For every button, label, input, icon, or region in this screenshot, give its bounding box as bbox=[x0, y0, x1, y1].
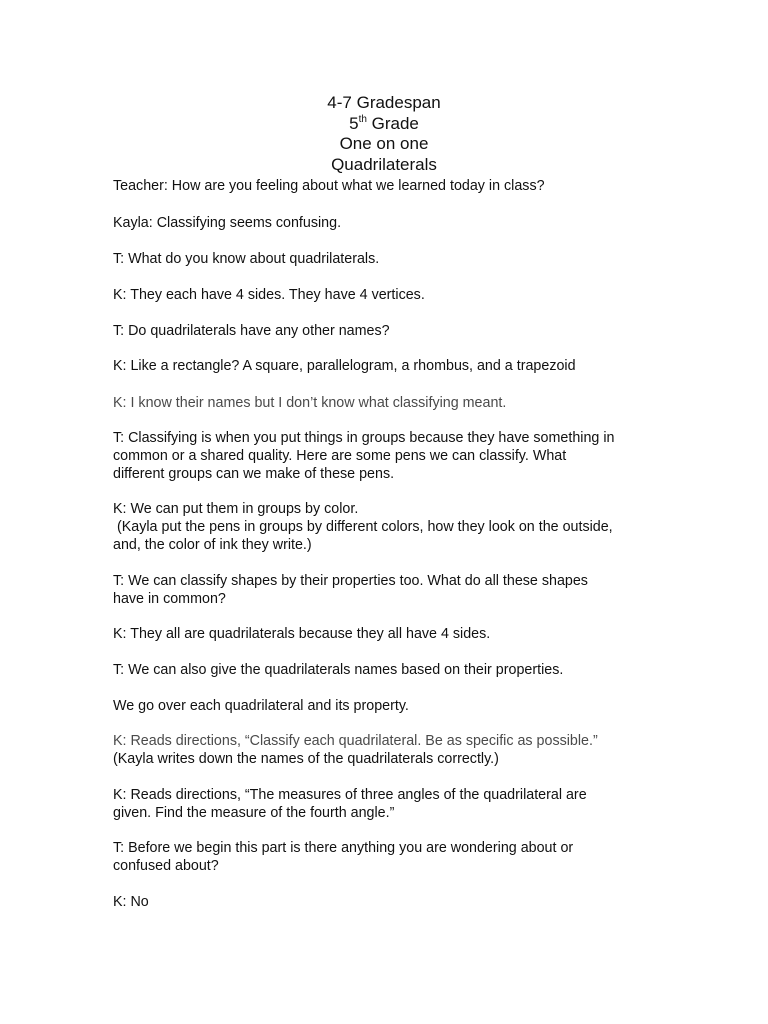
header-topic: Quadrilaterals bbox=[331, 154, 437, 174]
paragraph-kayla-reply bbox=[113, 214, 658, 232]
text-line: have in common? bbox=[113, 591, 226, 607]
text-line: K: Reads directions, “Classify each quadrilateral. Be as specific as possible.” bbox=[113, 733, 598, 749]
header-gradespan: 4-7 Gradespan bbox=[327, 93, 441, 112]
paragraph-k-reads-classify bbox=[113, 732, 658, 768]
document-header bbox=[0, 93, 768, 175]
text-line: different groups can we make of these pens. bbox=[113, 466, 395, 482]
paragraph-k-sides bbox=[113, 286, 658, 304]
paragraph-k-rectangle bbox=[113, 357, 658, 375]
text-line: K: Like a rectangle? A square, parallelogram, a rhombus, and a trapezoid bbox=[113, 358, 576, 374]
paragraph-k-no bbox=[113, 893, 658, 911]
text-line: (Kayla writes down the names of the quadrilaterals correctly.) bbox=[113, 751, 499, 767]
text-line: Kayla: Classifying seems confusing. bbox=[113, 215, 342, 231]
text-line: K: They each have 4 sides. They have 4 vertices. bbox=[113, 287, 425, 303]
text-line: (Kayla put the pens in groups by different colors, how they look on the outside, bbox=[113, 519, 613, 535]
paragraph-t-wondering bbox=[113, 839, 658, 875]
text-line: K: We can put them in groups by color. bbox=[113, 501, 359, 517]
text-line: and, the color of ink they write.) bbox=[113, 537, 312, 553]
text-line: confused about? bbox=[113, 858, 219, 874]
grade-number: 5 bbox=[349, 113, 359, 133]
text-line: K: They all are quadrilaterals because they all have 4 sides. bbox=[113, 626, 491, 642]
text-line: given. Find the measure of the fourth angle.” bbox=[113, 805, 395, 821]
text-line: T: What do you know about quadrilaterals. bbox=[113, 251, 380, 267]
text-line: We go over each quadrilateral and its property. bbox=[113, 698, 409, 714]
paragraph-k-names bbox=[113, 394, 658, 412]
text-line: K: No bbox=[113, 894, 149, 910]
paragraph-teacher-question bbox=[113, 177, 658, 195]
grade-suffix: th bbox=[358, 113, 367, 125]
text-line: T: Classifying is when you put things in groups because they have something in bbox=[113, 430, 615, 446]
paragraph-t-names-properties bbox=[113, 661, 658, 679]
paragraph-go-over bbox=[113, 697, 658, 715]
header-format: One on one bbox=[339, 134, 429, 153]
text-line: K: Reads directions, “The measures of three angles of the quadrilateral are bbox=[113, 787, 587, 803]
header-grade bbox=[0, 114, 768, 135]
paragraph-t-classifying bbox=[113, 429, 658, 483]
text-line: T: Before we begin this part is there anything you are wondering about or bbox=[113, 840, 574, 856]
paragraph-t-shapes bbox=[113, 572, 658, 608]
paragraph-t-other-names bbox=[113, 322, 658, 340]
text-line: T: Do quadrilaterals have any other names? bbox=[113, 323, 390, 339]
text-line: Teacher: How are you feeling about what we learned today in class? bbox=[113, 178, 545, 194]
text-line: K: I know their names but I don’t know what classifying meant. bbox=[113, 395, 507, 411]
paragraph-t-quadrilaterals bbox=[113, 250, 658, 268]
paragraph-k-color bbox=[113, 500, 658, 554]
text-line: T: We can classify shapes by their properties too. What do all these shapes bbox=[113, 573, 588, 589]
paragraph-k-reads-angles bbox=[113, 786, 658, 822]
grade-word: Grade bbox=[371, 113, 419, 133]
paragraph-k-all-quadrilaterals bbox=[113, 625, 658, 643]
text-line: common or a shared quality. Here are some pens we can classify. What bbox=[113, 448, 567, 464]
text-line: T: We can also give the quadrilaterals names based on their properties. bbox=[113, 662, 564, 678]
